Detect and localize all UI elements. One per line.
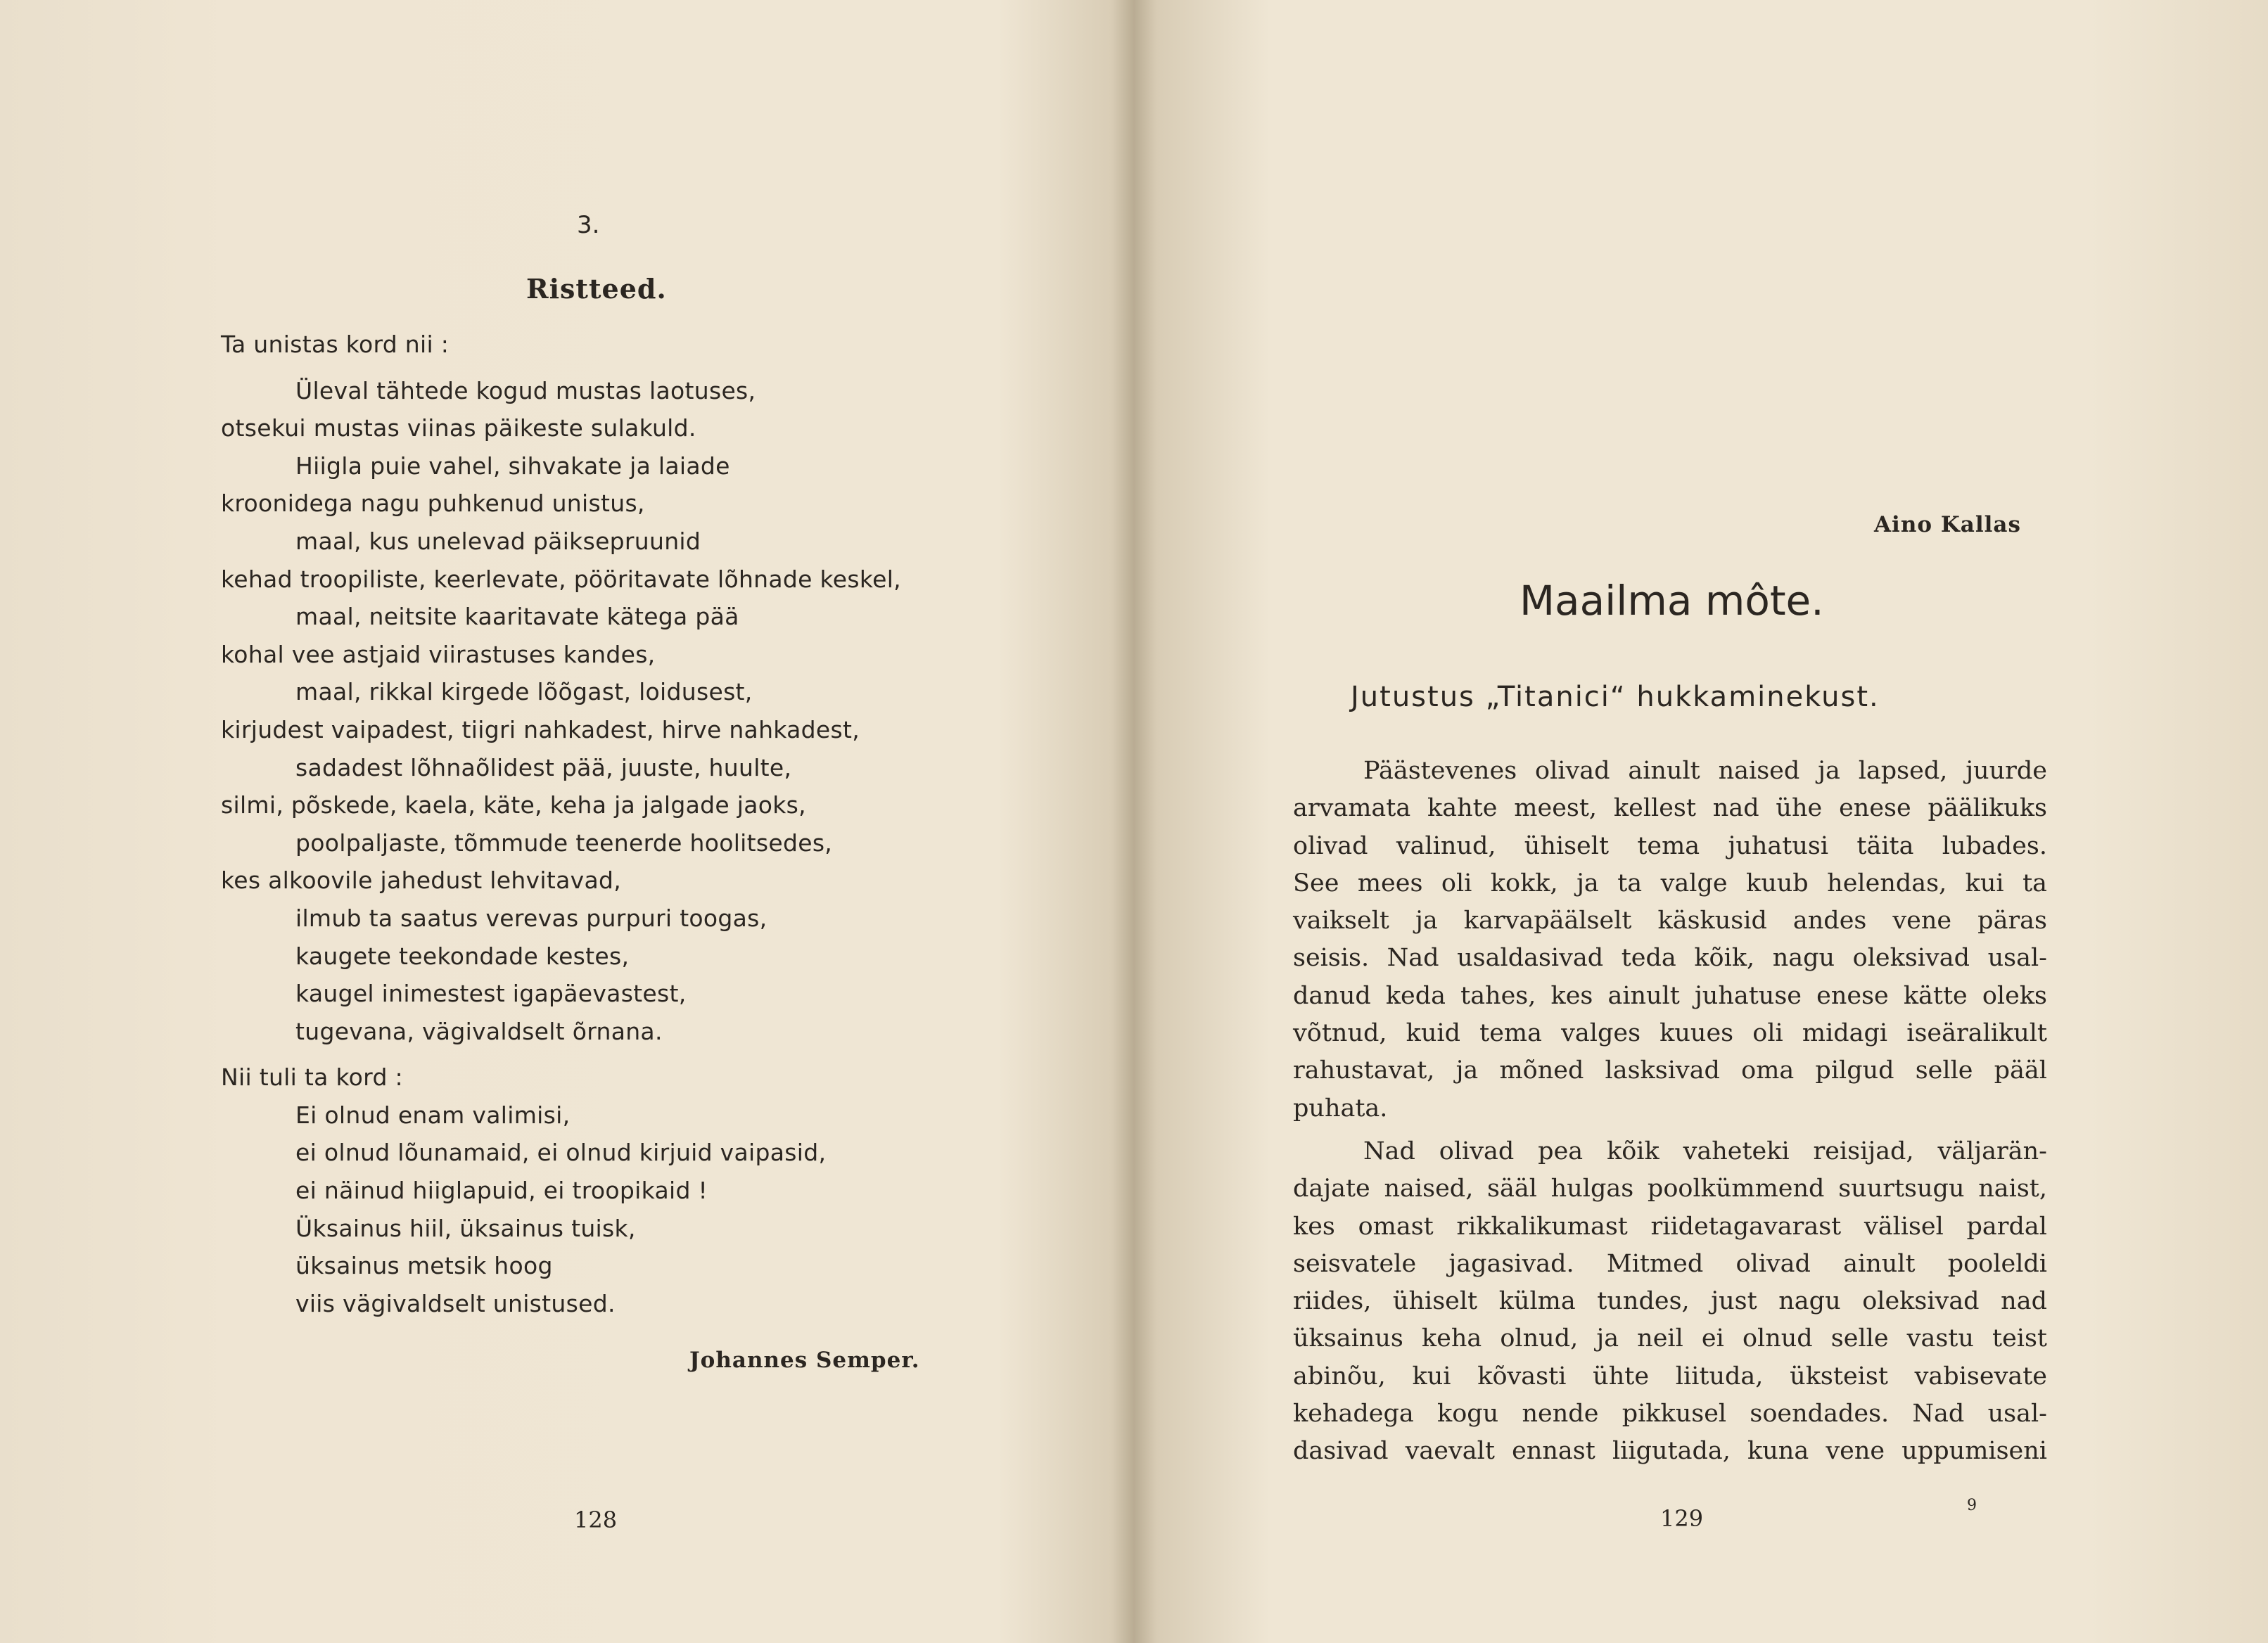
story-line: seisis. Nad usaldasivad teda kõik, nagu oleksivad usal-: [1293, 944, 2047, 973]
story-line: kehadega kogu nende pikkusel soendades. Nad usal-: [1293, 1400, 2047, 1428]
poem-line: viis vägivaldselt unistused.: [295, 1289, 616, 1317]
story-line: dajate naised, sääl hulgas poolkümmend suurtsugu naist,: [1293, 1175, 2047, 1203]
poem-line: ei olnud lõunamaid, ei olnud kirjuid vaipasid,: [295, 1139, 827, 1167]
poem-title: Ristteed.: [526, 273, 667, 305]
poem-line: Üksainus hiil, üksainus tuisk,: [295, 1214, 636, 1242]
poem-line: sadadest lõhnaõlidest pää, juuste, huulte,: [295, 753, 792, 781]
story-line: üksainus keha olnud, ja neil ei olnud selle vastu teist: [1293, 1324, 2047, 1353]
story-line: võtnud, kuid tema valges kuues oli midagi iseäralikult: [1293, 1019, 2047, 1048]
poem-body: [221, 326, 995, 1322]
poem-line: ei näinud hiiglapuid, ei troopikaid !: [295, 1177, 708, 1205]
signature-mark: 9: [1967, 1497, 1977, 1514]
poem-line: poolpaljaste, tõmmude teenerde hoolitsedes,: [295, 829, 833, 857]
story-line: vaikselt ja karvapäälselt käskusid andes vene päras: [1293, 907, 2047, 935]
page-number-right: 129: [1660, 1505, 1704, 1532]
story-author: Aino Kallas: [1874, 512, 2021, 537]
poem-line: kroonidega nagu puhkenud unistus,: [221, 490, 645, 518]
story-line: abinõu, kui kõvasti ühte liituda, üksteist vabisevate: [1293, 1362, 2047, 1391]
poem-line: otsekui mustas viinas päikeste sulakuld.: [221, 414, 696, 442]
poem-line: üksainus metsik hoog: [295, 1252, 553, 1280]
story-line: riides, ühiselt külma tundes, just nagu oleksivad nad: [1293, 1287, 2047, 1316]
poem-number: 3.: [577, 211, 600, 239]
poem-line: Ei olnud enam valimisi,: [295, 1101, 571, 1129]
story-title: Maailma môte.: [1520, 577, 1824, 625]
poem-line: kaugete teekondade kestes,: [295, 942, 630, 970]
story-line: danud keda tahes, kes ainult juhatuse enese kätte oleks: [1293, 981, 2047, 1010]
story-body: [1293, 753, 2047, 1471]
poem-line: maal, neitsite kaaritavate kätega pää: [295, 603, 739, 631]
poem-line: maal, kus unelevad päiksepruunid: [295, 527, 701, 555]
poem-line: Nii tuli ta kord :: [221, 1063, 403, 1092]
poem-author: Johannes Semper.: [689, 1348, 920, 1373]
story-line: seisvatele jagasivad. Mitmed olivad ainult pooleldi: [1293, 1249, 2047, 1278]
poem-line: Üleval tähtede kogud mustas laotuses,: [295, 376, 756, 404]
poem-line: Hiigla puie vahel, sihvakate ja laiade: [295, 452, 730, 480]
story-line: dasivad vaevalt ennast liigutada, kuna vene uppumiseni: [1293, 1437, 2047, 1466]
poem-line: kes alkoovile jahedust lehvitavad,: [221, 867, 622, 895]
poem-line: maal, rikkal kirgede lõõgast, loidusest,: [295, 678, 753, 706]
page-number-left: 128: [574, 1507, 618, 1533]
poem-line: tugevana, vägivaldselt õrnana.: [295, 1017, 663, 1045]
poem-line: kirjudest vaipadest, tiigri nahkadest, hirve nahkadest,: [221, 715, 860, 743]
story-line: rahustavat, ja mõned lasksivad oma pilgud selle pääl: [1293, 1056, 2047, 1085]
story-line: kes omast rikkalikumast riidetagavarast välisel pardal: [1293, 1212, 2047, 1241]
poem-line: kohal vee astjaid viirastuses kandes,: [221, 640, 656, 668]
story-line: Päästevenes olivad ainult naised ja lapsed, juurde: [1363, 757, 2047, 785]
poem-line: Ta unistas kord nii :: [221, 331, 450, 358]
story-line: puhata.: [1293, 1094, 1388, 1123]
story-line: Nad olivad pea kõik vaheteki reisijad, väljarän-: [1363, 1137, 2047, 1165]
left-page: [0, 0, 1126, 1643]
poem-line: silmi, põskede, kaela, käte, keha ja jalgade jaoks,: [221, 791, 806, 819]
poem-line: ilmub ta saatus verevas purpuri toogas,: [295, 904, 767, 932]
poem-line: kehad troopiliste, keerlevate, pööritavate lõhnade keskel,: [221, 565, 901, 593]
poem-line: kaugel inimestest igapäevastest,: [295, 980, 687, 1008]
story-line: See mees oli kokk, ja ta valge kuub helendas, kui ta: [1293, 869, 2047, 897]
story-subtitle: Jutustus „Titanici“ hukkaminekust.: [1351, 681, 1880, 713]
right-page: [1126, 0, 2268, 1643]
story-line: arvamata kahte meest, kellest nad ühe enese päälikuks: [1293, 794, 2047, 823]
story-line: olivad valinud, ühiselt tema juhatusi täita lubades.: [1293, 831, 2047, 860]
